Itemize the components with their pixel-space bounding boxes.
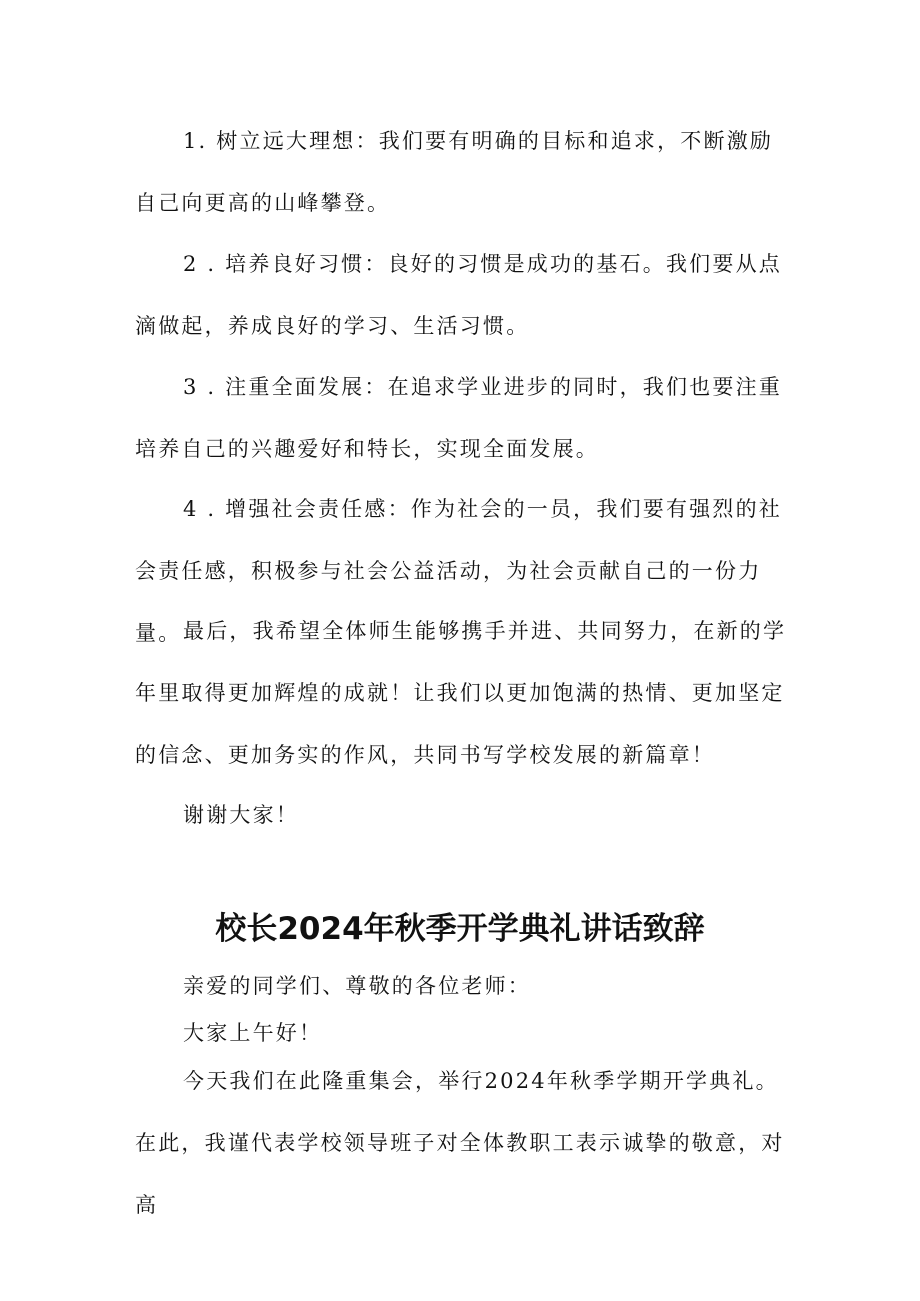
thanks-line: 谢谢大家！ [183, 803, 299, 827]
goal-item-4: 4 . 增强社会责任感：作为社会的一员，我们要有强烈的社会责任感，积极参与社会公益活动，为社会贡献自己的一份力量。 [135, 497, 782, 645]
opening-paragraph: 今天我们在此隆重集会，举行2024年秋季学期开学典礼。在此，我谨代表学校领导班子对全体教职工表示诚挚的敬意，对高 [135, 1069, 785, 1217]
goal-item-2: 2 . 培养良好习惯：良好的习惯是成功的基石。我们要从点滴做起，养成良好的学习、生活习惯。 [135, 252, 782, 338]
greeting: 大家上午好！ [183, 1021, 323, 1045]
goal-item-3: 3 . 注重全面发展：在追求学业进步的同时，我们也要注重培养自己的兴趣爱好和特长，实现全面发展。 [135, 375, 782, 461]
speech-title: 校长2024年秋季开学典礼讲话致辞 [215, 911, 705, 947]
goal-item-1: 1. 树立远大理想：我们要有明确的目标和追求，不断激励自己向更高的山峰攀登。 [135, 129, 774, 215]
closing-paragraph: 最后，我希望全体师生能够携手并进、共同努力，在新的学年里取得更加辉煌的成就！让我们以更加饱满的热情、更加坚定的信念、更加务实的作风，共同书写学校发展的新篇章！ [135, 619, 787, 767]
salutation: 亲爱的同学们、尊敬的各位老师： [183, 974, 531, 998]
